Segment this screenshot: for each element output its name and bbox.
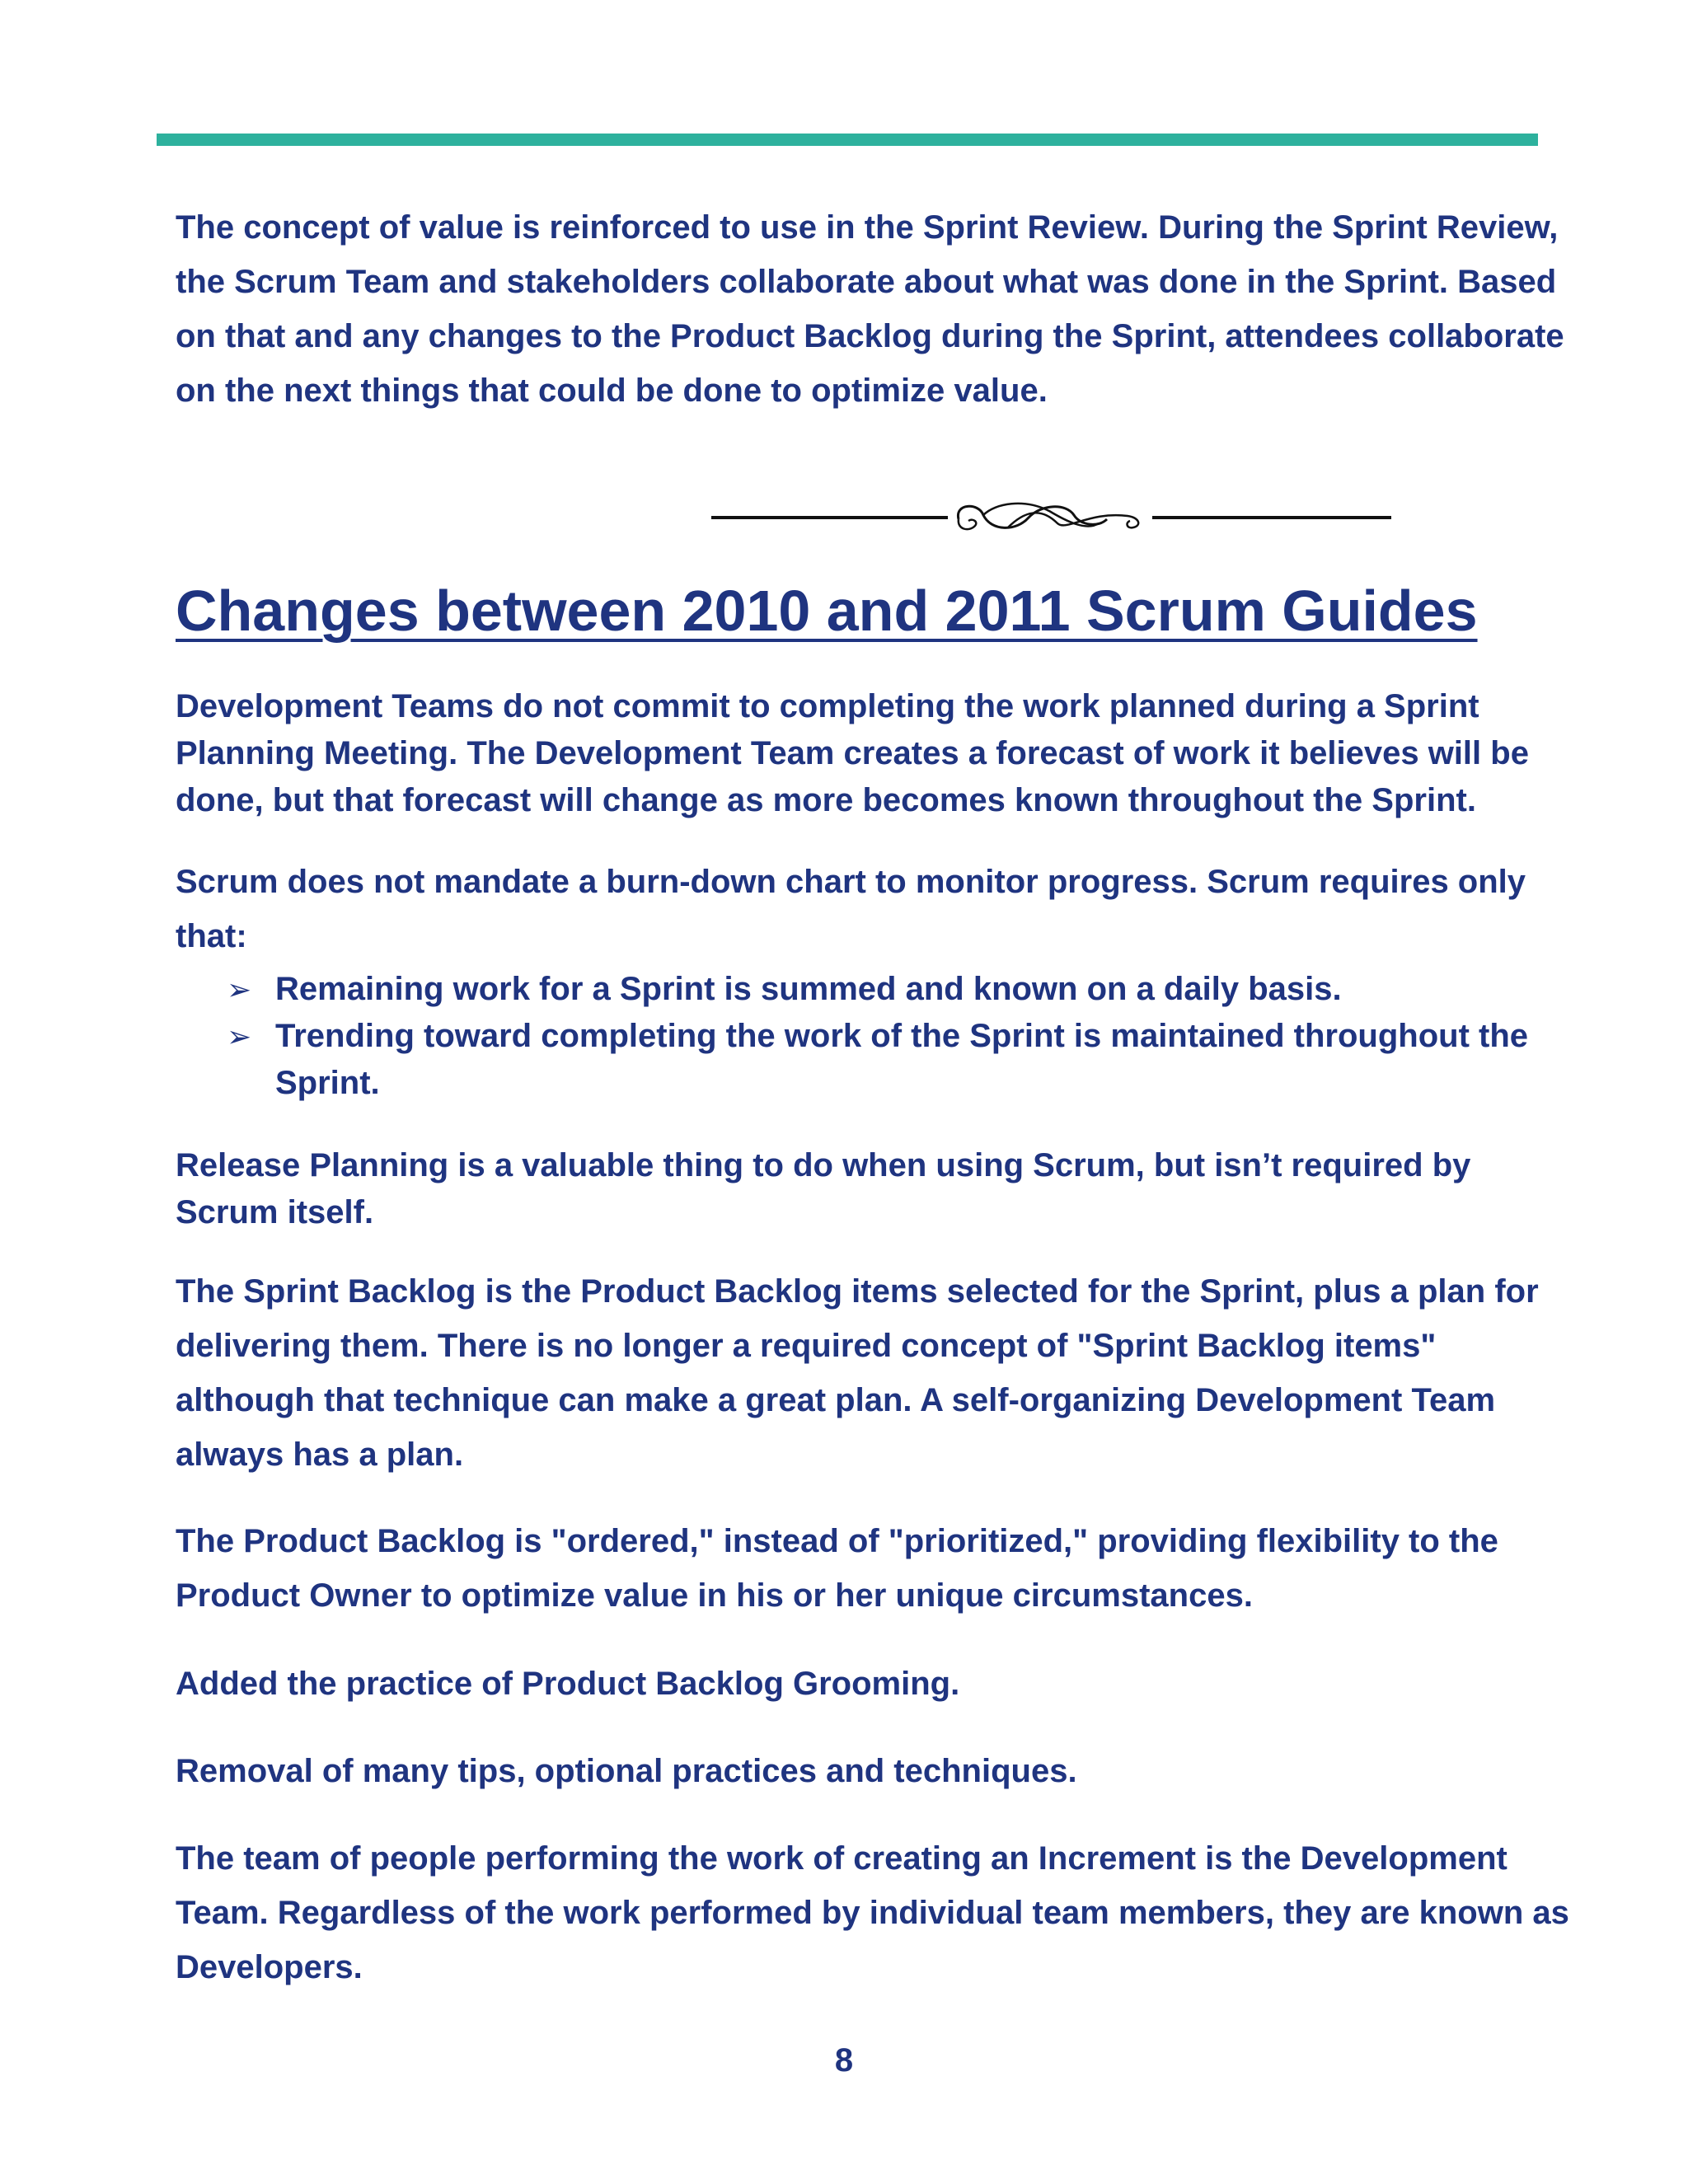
paragraph-sprint-backlog: The Sprint Backlog is the Product Backlog items selected for the Sprint, plus a plan for delivering them. There is no longer a required concept of "Sprint Backlog items" although that technique can make a great plan. A self-organizing Development Team always has a plan. [176, 1273, 1539, 1473]
list-item-text: Trending toward completing the work of the Sprint is maintained throughout the Sprint. [275, 1018, 1528, 1101]
flourish-divider-icon [711, 486, 1391, 544]
paragraph-commitment: Development Teams do not commit to completing the work planned during a Sprint Planning Meeting. The Development Team creates a forecast of work it believes will be done, but that forecast will change as more becomes known throughout the Sprint. [176, 688, 1529, 818]
paragraph-grooming: Added the practice of Product Backlog Grooming. [176, 1666, 960, 1702]
section-heading: Changes between 2010 and 2011 Scrum Guides [176, 579, 1478, 643]
top-rule [157, 134, 1538, 146]
list-item [176, 1013, 1593, 1107]
page-number: 8 [834, 2042, 854, 2079]
paragraph-product-backlog: The Product Backlog is "ordered," instead of "prioritized," providing flexibility to the Product Owner to optimize value in his or her unique circumstances. [176, 1523, 1498, 1614]
paragraph-removal: Removal of many tips, optional practices and techniques. [176, 1753, 1077, 1789]
arrow-bullet-icon: ➢ [227, 972, 252, 1006]
paragraph-developers: The team of people performing the work of creating an Increment is the Development Team. Regardless of the work performed by individual team members, they are known as Developers. [176, 1840, 1569, 1985]
requirements-list [176, 966, 1593, 1107]
list-item-text: Remaining work for a Sprint is summed and known on a daily basis. [275, 971, 1342, 1007]
paragraph-burndown: Scrum does not mandate a burn-down chart to monitor progress. Scrum requires only that: [176, 864, 1526, 954]
list-item [176, 966, 1593, 1013]
intro-paragraph: The concept of value is reinforced to use in the Sprint Review. During the Sprint Review, the Scrum Team and stakeholders collaborate about what was done in the Sprint. Based on that and any changes to the Product Backlog during the Sprint, attendees collaborate on the next things that could be done to optimize value. [176, 209, 1564, 409]
arrow-bullet-icon: ➢ [227, 1019, 252, 1053]
paragraph-release-planning: Release Planning is a valuable thing to do when using Scrum, but isn’t required by Scrum itself. [176, 1147, 1471, 1230]
